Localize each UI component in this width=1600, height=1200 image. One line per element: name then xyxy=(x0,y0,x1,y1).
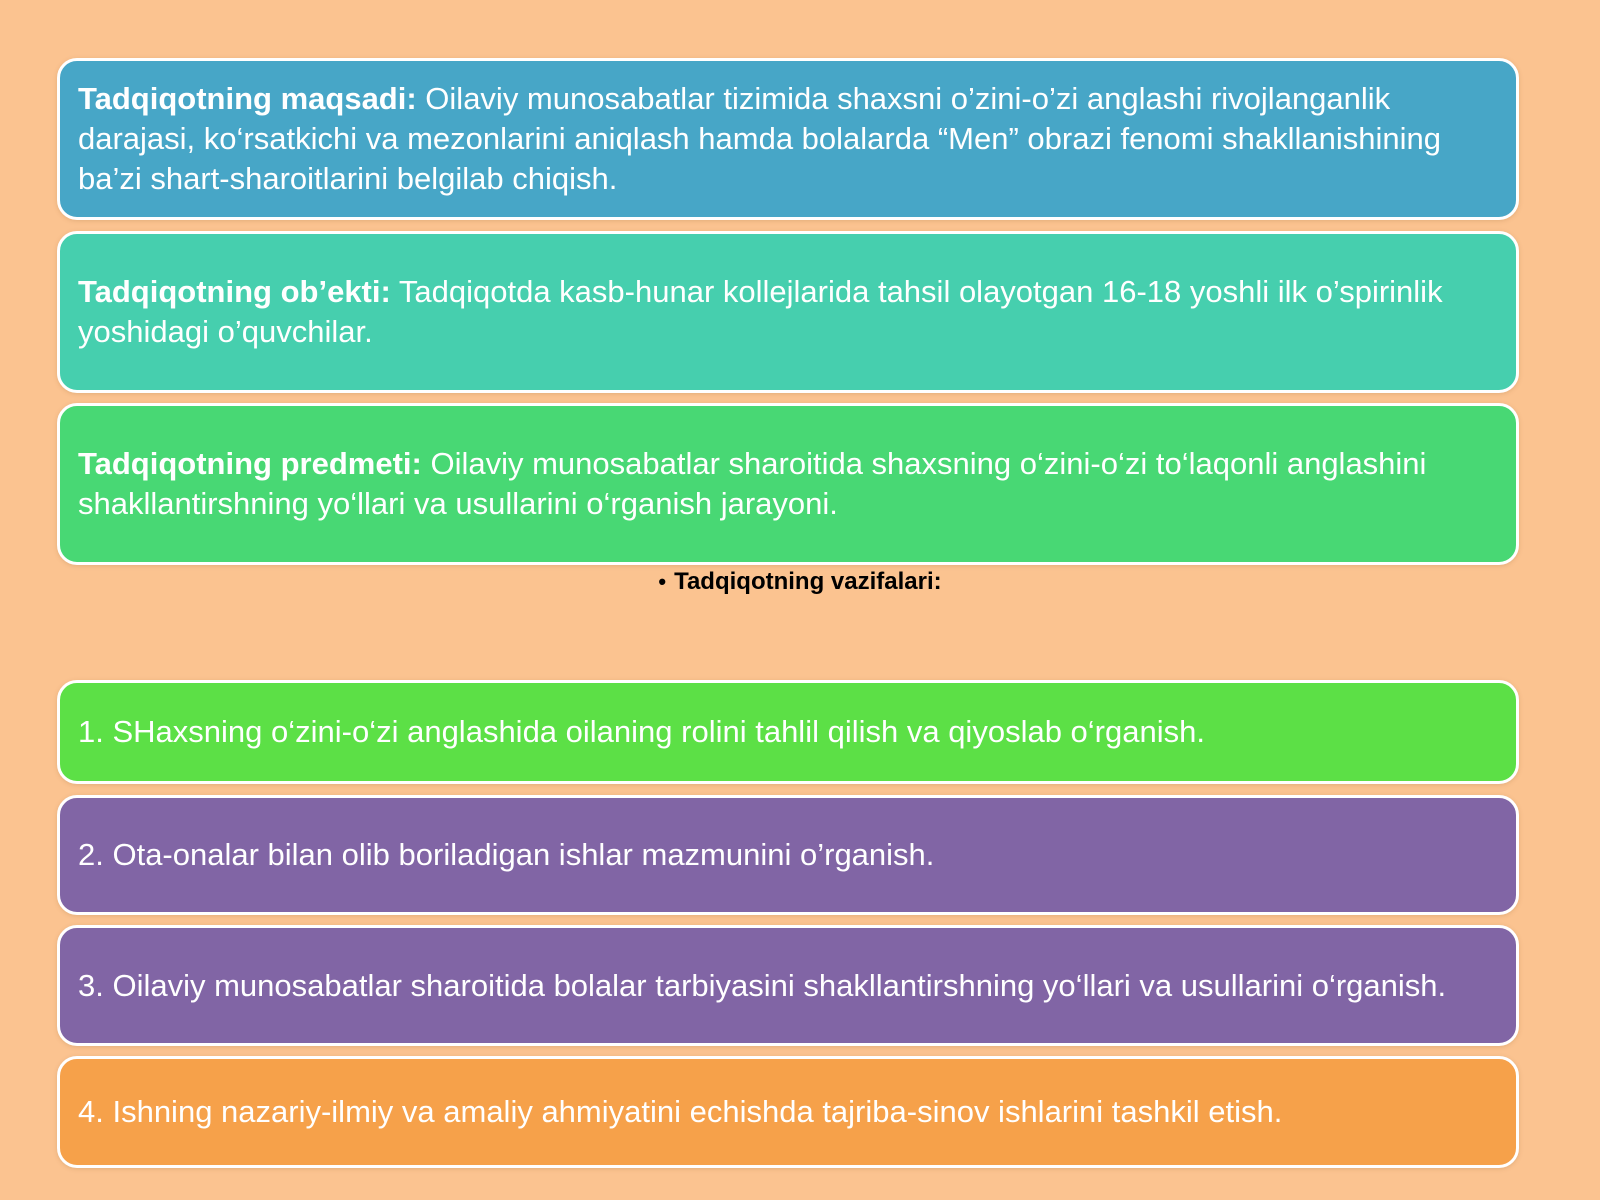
task-item-4-text: 4. Ishning nazariy-ilmiy va amaliy ahmiyatini echishda tajriba-sinov ishlarini tashkil etish. xyxy=(78,1094,1283,1129)
tasks-heading-label: Tadqiqotning vazifalari: xyxy=(674,568,942,595)
task-item-2-text: 2. Ota-onalar bilan olib boriladigan ishlar mazmunini o’rganish. xyxy=(78,837,935,872)
tasks-heading-bullet: • xyxy=(658,569,667,594)
subject-label: Tadqiqotning predmeti: xyxy=(78,446,422,481)
goal-paragraph xyxy=(78,79,1498,199)
task-item-4 xyxy=(57,1056,1519,1168)
task-item-1-text: 1. SHaxsning o‘zini-o‘zi anglashida oilaning rolini tahlil qilish va qiyoslab o‘rganish. xyxy=(78,714,1205,749)
object-paragraph xyxy=(78,272,1498,352)
tasks-heading xyxy=(0,568,1600,596)
goal-box xyxy=(57,58,1519,220)
task-item-2 xyxy=(57,795,1519,915)
subject-box xyxy=(57,403,1519,565)
subject-paragraph xyxy=(78,444,1498,524)
goal-label: Tadqiqotning maqsadi: xyxy=(78,81,417,116)
subject-text: Oilaviy munosabatlar sharoitida shaxsning o‘zini-o‘zi to‘laqonli anglashini shakllantirshning yo‘llari va usullarini o‘rganish jarayoni. xyxy=(78,446,1427,521)
object-box xyxy=(57,231,1519,393)
task-item-3-text: 3. Oilaviy munosabatlar sharoitida bolalar tarbiyasini shakllantirshning yo‘llari va usullarini o‘rganish. xyxy=(78,967,1447,1003)
goal-text: Oilaviy munosabatlar tizimida shaxsni o’zini-o’zi anglashi rivojlanganlik darajasi, ko‘rsatkichi va mezonlarini aniqlash hamda bolalarda “Men” obrazi fenomi shakllanishining ba’zi shart-sharoitlarini belgilab chiqish. xyxy=(78,81,1441,196)
task-item-1 xyxy=(57,680,1519,784)
object-text: Tadqiqotda kasb-hunar kollejlarida tahsil olayotgan 16-18 yoshli ilk o’spirinlik yoshidagi o’quvchilar. xyxy=(78,274,1443,349)
object-label: Tadqiqotning ob’ekti: xyxy=(78,274,391,309)
task-item-3 xyxy=(57,925,1519,1046)
